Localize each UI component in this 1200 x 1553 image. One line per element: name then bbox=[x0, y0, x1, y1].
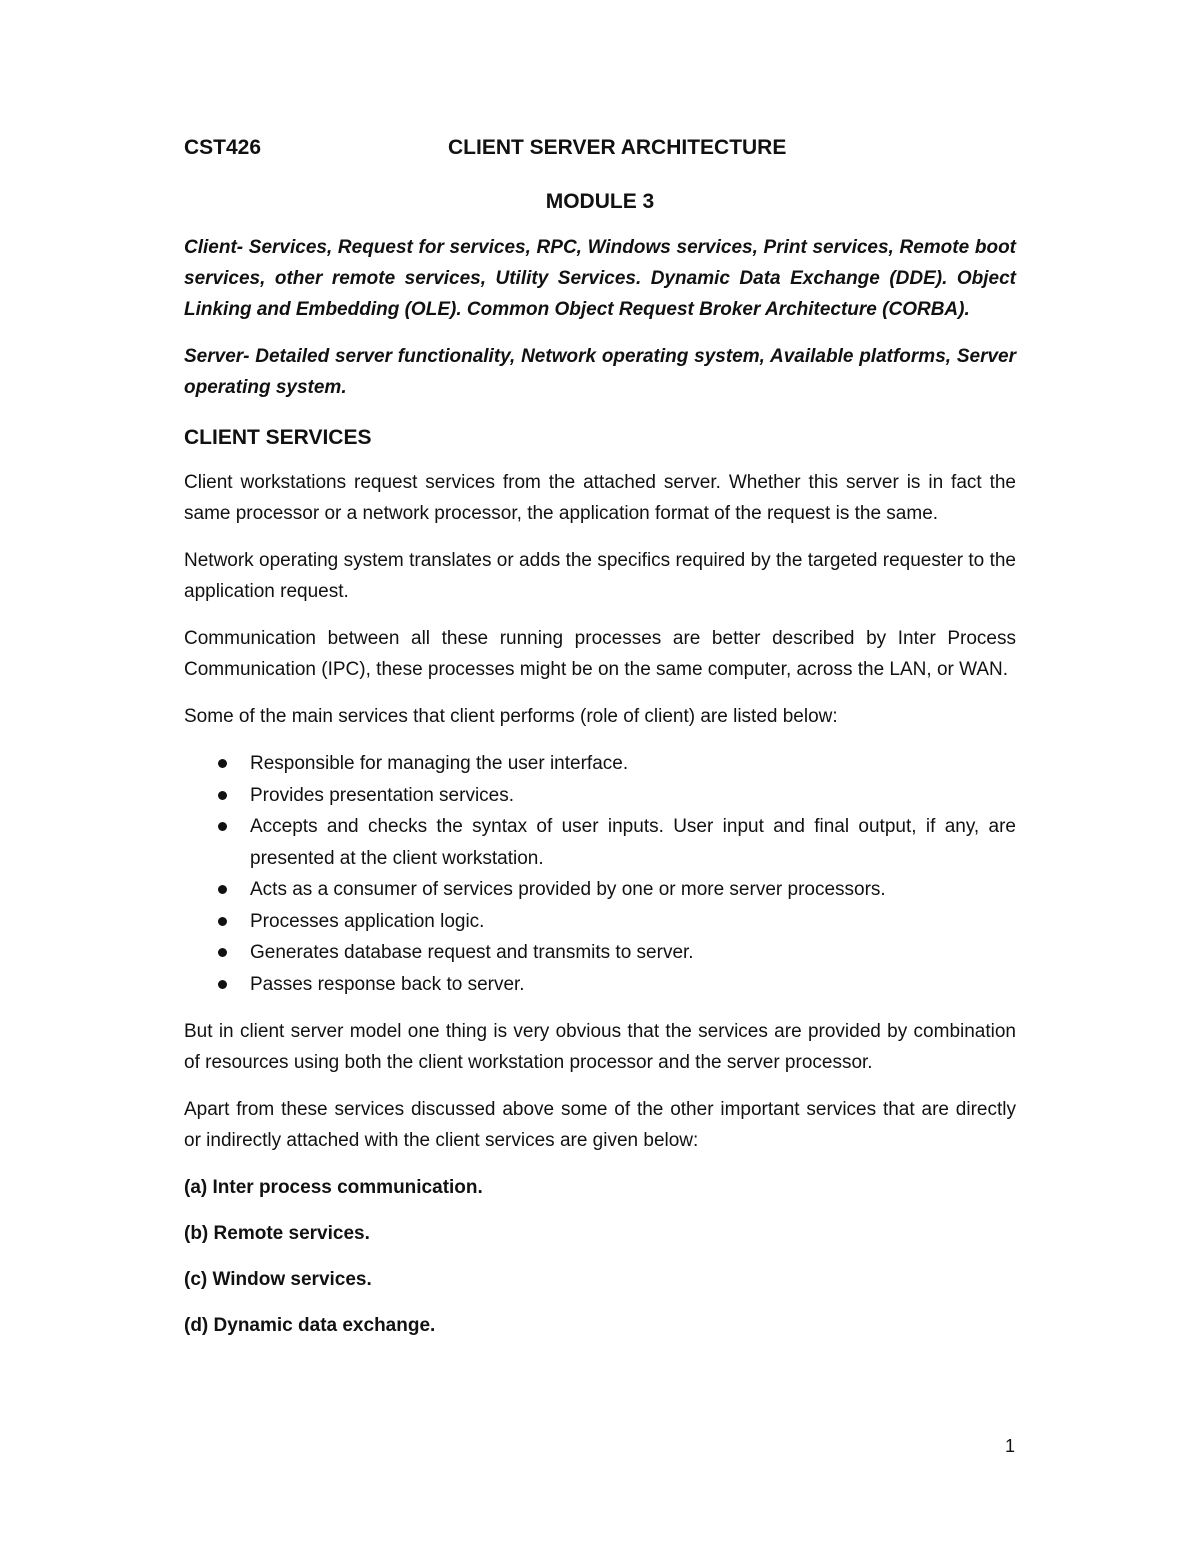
bullet-icon bbox=[218, 791, 227, 800]
paragraph: Communication between all these running processes are better described by Inter Process Communication (IPC), these processes might be on the same computer, across the LAN, or WAN. bbox=[184, 628, 1016, 680]
bullet-icon bbox=[218, 885, 227, 894]
syllabus-server: Server- Detailed server functionality, Network operating system, Available platforms, Server operating system. bbox=[184, 346, 1016, 398]
list-item bbox=[184, 874, 1016, 906]
bullet-icon bbox=[218, 980, 227, 989]
document-header bbox=[184, 132, 1016, 166]
page-number: 1 bbox=[1005, 1436, 1016, 1456]
service-item: (a) Inter process communication. bbox=[184, 1177, 483, 1198]
list-item-text: Provides presentation services. bbox=[250, 784, 515, 806]
module-title bbox=[184, 186, 1016, 220]
list-item-text: Passes response back to server. bbox=[250, 973, 525, 995]
bullet-icon bbox=[218, 948, 227, 957]
bullet-icon bbox=[218, 822, 227, 831]
bullet-icon bbox=[218, 759, 227, 768]
paragraph: Client workstations request services from the attached server. Whether this server is in fact the same processor or a network processor, the application format of the request is the same. bbox=[184, 472, 1016, 524]
paragraph: But in client server model one thing is very obvious that the services are provided by combination of resources using both the client workstation processor and the server processor. bbox=[184, 1021, 1016, 1073]
service-item: (d) Dynamic data exchange. bbox=[184, 1315, 436, 1336]
list-item bbox=[184, 811, 1016, 874]
list-item-text: Responsible for managing the user interface. bbox=[250, 753, 629, 774]
syllabus-client: Client- Services, Request for services, RPC, Windows services, Print services, Remote boot services, other remote services, Utility Services. Dynamic Data Exchange (DDE). Object Linking and Embedding (OLE). Common Object Request Broker Architecture (CORBA). bbox=[184, 237, 1016, 320]
list-item bbox=[184, 748, 1016, 780]
bullet-icon bbox=[218, 917, 227, 926]
list-item bbox=[184, 969, 1016, 1001]
list-item bbox=[184, 937, 1016, 969]
list-item-text: Generates database request and transmits to server. bbox=[250, 942, 694, 963]
service-item: (c) Window services. bbox=[184, 1269, 372, 1290]
course-title: CLIENT SERVER ARCHITECTURE bbox=[448, 136, 787, 159]
page-content bbox=[184, 132, 1016, 1356]
list-item-text: Processes application logic. bbox=[250, 910, 485, 932]
paragraph: Apart from these services discussed above some of the other important services that are directly or indirectly attached with the client services are given below: bbox=[184, 1099, 1016, 1151]
module-title-text: MODULE 3 bbox=[545, 190, 655, 213]
list-item-text: Accepts and checks the syntax of user inputs. User input and final output, if any, are presented at the client workstation. bbox=[250, 816, 1016, 869]
paragraph: Some of the main services that client performs (role of client) are listed below: bbox=[184, 706, 838, 727]
list-item bbox=[184, 780, 1016, 812]
course-code: CST426 bbox=[184, 136, 262, 159]
list-item bbox=[184, 906, 1016, 938]
paragraph: Network operating system translates or adds the specifics required by the targeted requester to the application request. bbox=[184, 550, 1016, 602]
section-heading: CLIENT SERVICES bbox=[184, 426, 372, 449]
client-roles-list bbox=[184, 748, 1016, 1000]
list-item-text: Acts as a consumer of services provided by one or more server processors. bbox=[250, 879, 886, 900]
service-item: (b) Remote services. bbox=[184, 1223, 370, 1244]
